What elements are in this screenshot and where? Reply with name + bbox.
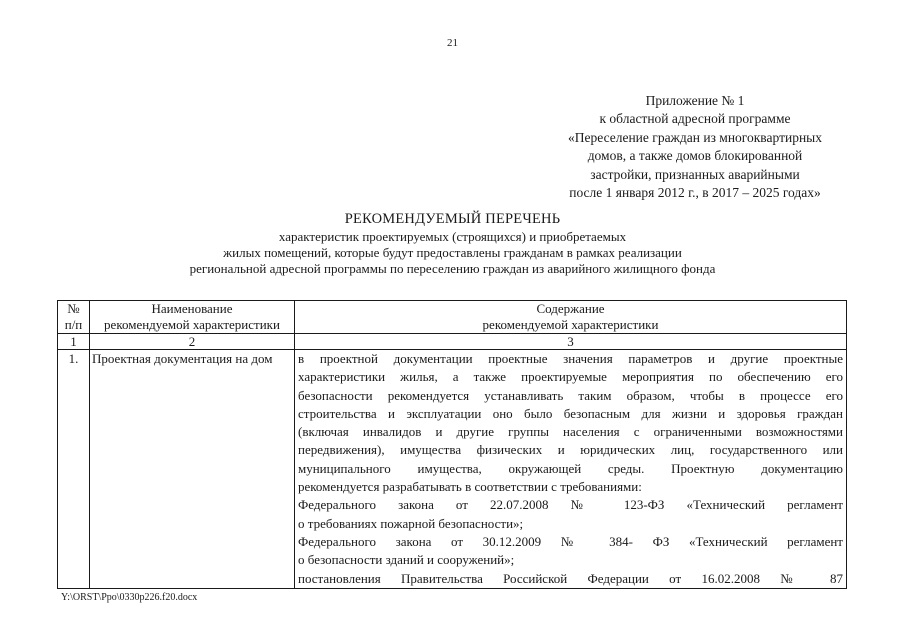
- appendix-line: застройки, признанных аварийными: [590, 166, 800, 182]
- appendix-line: после 1 января 2012 г., в 2017 – 2025 годах»: [569, 185, 821, 201]
- page-number: 21: [447, 37, 458, 49]
- subtitle-line: характеристик проектируемых (строящихся) и приобретаемых: [278, 229, 627, 244]
- row-content: [295, 350, 847, 589]
- column-index: 3: [295, 334, 847, 350]
- column-index-row: [58, 334, 847, 350]
- appendix-line: Приложение № 1: [645, 93, 745, 108]
- content-line: передвижения), имущества физических и юридических лиц, государственного или: [298, 442, 843, 458]
- content-line: о требованиях пожарной безопасности»;: [298, 515, 524, 531]
- document-subtitle: [0, 229, 905, 277]
- content-line: в проектной документации проектные значения параметров и другие проектные: [298, 351, 843, 366]
- characteristics-table: [57, 300, 847, 589]
- column-index: 1: [58, 334, 90, 350]
- content-line: рекомендуется разрабатывать в соответствии с требованиями:: [298, 479, 642, 495]
- header-content-line: Содержание: [536, 301, 605, 316]
- subtitle-line: жилых помещений, которые будут предоставлены гражданам в рамках реализации: [223, 245, 682, 260]
- row-name: Проектная документация на дом: [90, 350, 295, 589]
- header-num-line: п/п: [64, 317, 83, 332]
- header-name-line: Наименование: [151, 301, 233, 316]
- table-header-row: [58, 301, 847, 334]
- content-line: (включая инвалидов и другие группы населения с ограниченными возможностями: [298, 424, 843, 440]
- header-name: [90, 301, 295, 334]
- document-title: РЕКОМЕНДУЕМЫЙ ПЕРЕЧЕНЬ: [344, 211, 561, 227]
- content-line: муниципального имущества, окружающей среды. Проектную документацию: [298, 460, 843, 476]
- header-content-line: рекомендуемой характеристики: [482, 317, 659, 332]
- row-number: 1.: [58, 350, 90, 589]
- content-line: Федерального закона от 30.12.2009 № 384- ФЗ «Технический регламент: [298, 533, 843, 549]
- table-row: [58, 350, 847, 589]
- header-content: [295, 301, 847, 334]
- content-line: характеристики жилья, а также проектируемые мероприятия по обеспечению его: [298, 369, 843, 385]
- content-line: постановления Правительства Российской Федерации от 16.02.2008 № 87: [298, 570, 843, 586]
- content-line: Федерального закона от 22.07.2008 № 123-ФЗ «Технический регламент: [298, 497, 843, 513]
- appendix-line: к областной адресной программе: [599, 111, 791, 127]
- file-path-footer: Y:\ORST\Ppo\0330p226.f20.docx: [61, 592, 198, 603]
- column-index: 2: [90, 334, 295, 350]
- appendix-line: «Переселение граждан из многоквартирных: [568, 129, 822, 145]
- subtitle-line: региональной адресной программы по переселению граждан из аварийного жилищного фонда: [189, 261, 716, 276]
- content-line: о безопасности зданий и сооружений»;: [298, 552, 515, 568]
- header-num: [58, 301, 90, 334]
- appendix-line: домов, а также домов блокированной: [587, 148, 803, 164]
- header-num-line: №: [67, 301, 80, 316]
- content-line: безопасности рекомендуется устанавливать таким образом, чтобы в процессе его: [298, 387, 843, 403]
- header-name-line: рекомендуемой характеристики: [104, 317, 280, 332]
- appendix-heading: [520, 92, 870, 202]
- content-line: строительства и эксплуатации оно было безопасным для жизни и здоровья граждан: [298, 405, 843, 421]
